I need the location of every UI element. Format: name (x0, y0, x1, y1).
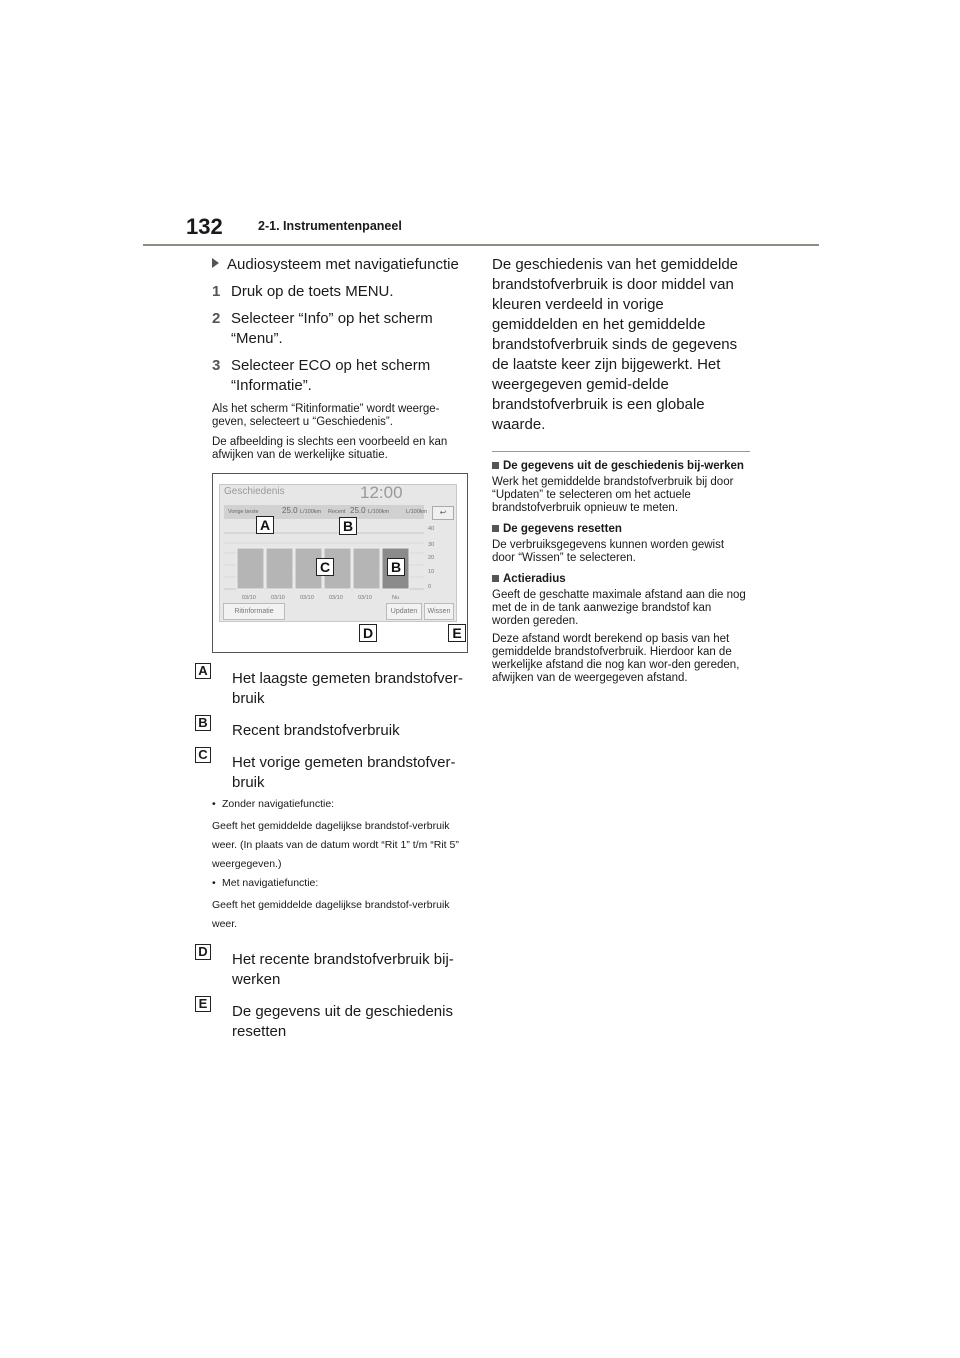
y-tick-40: 40 (428, 526, 435, 532)
history-screen (219, 484, 457, 622)
x-tick-now: Nu (392, 595, 400, 601)
badge-a: A (195, 663, 211, 679)
x-tick-3: 03/10 (300, 595, 314, 601)
square-bullet-icon (492, 575, 499, 582)
recent-label: Recent (328, 509, 346, 515)
legend-item-b: B Recent brandstofverbruik (212, 721, 468, 741)
note-2: De afbeelding is slechts een voorbeeld en kan afwijken van de werkelijke situatie. (212, 436, 448, 461)
x-tick-5: 03/10 (358, 595, 372, 601)
callout-b: B (387, 558, 405, 576)
step-1: 1 Druk op de toets MENU. (212, 283, 394, 300)
legend-item-c: C Het vorige gemeten brandstofver-bruik (212, 753, 468, 793)
chart-bar-5 (353, 548, 380, 589)
screen-title: Geschiedenis (224, 486, 285, 497)
legend-item-e: E De gegevens uit de geschiedenis resetten (212, 1002, 468, 1042)
desc-nav: Geeft het gemiddelde dagelijkse brandstof-verbruik weer. (212, 899, 450, 930)
callout-d: D (359, 624, 377, 642)
section-title: 2-1. Instrumentenpaneel (258, 219, 402, 233)
chart-bar-2 (266, 548, 293, 589)
y-tick-30: 30 (428, 542, 435, 548)
best-label: Vorige beste (228, 509, 259, 515)
axis-unit: L/100km (406, 509, 428, 515)
step-2: 2 Selecteer “Info” op het scherm “Menu”. (212, 310, 433, 347)
screen-clock: 12:00 (360, 483, 403, 502)
bullet-no-nav: • Zonder navigatiefunctie: (212, 795, 468, 814)
section-heading-range: Actieradius (492, 573, 750, 585)
back-button[interactable]: ↩ (432, 506, 454, 520)
callout-e: E (448, 624, 466, 642)
screen-illustration (212, 473, 468, 653)
square-bullet-icon (492, 525, 499, 532)
intro-paragraph: De geschiedenis van het gemiddelde brandstofverbruik is door middel van kleuren verdeeld in vorige gemiddelden en het gemiddelde brandstofverbruik sinds de gegevens de laatste keer zijn bijgewerkt. Het weergegeven gemid-delde brandstofverbruik is een globale waarde. (492, 256, 738, 433)
badge-b: B (195, 715, 211, 731)
header-rule (143, 244, 819, 246)
left-column (198, 255, 468, 1042)
section-divider (492, 451, 750, 452)
square-bullet-icon (492, 462, 499, 469)
callout-a: A (256, 516, 274, 534)
intro-heading: Audiosysteem met navigatiefunctie (212, 255, 468, 275)
history-chart (220, 485, 456, 621)
badge-e: E (195, 996, 211, 1012)
clear-button[interactable]: Wissen (424, 603, 454, 620)
callout-b-top: B (339, 517, 357, 535)
section-extra-range: Deze afstand wordt berekend op basis van het gemiddelde brandstofverbruik. Hierdoor kan de werkelijke afstand die nog kan wor-den gereden, afwijken van de weergegeven afstand. (492, 633, 740, 684)
legend-item-a: A Het laagste gemeten brandstofver-bruik (212, 669, 468, 709)
note-1: Als het scherm “Ritinformatie” wordt weerge-geven, selecteert u “Geschiedenis”. (212, 403, 440, 428)
callout-c: C (316, 558, 334, 576)
chart-bar-1 (237, 548, 264, 589)
trip-info-button[interactable]: Ritinformatie (223, 603, 285, 620)
section-body-update: Werk het gemiddelde brandstofverbruik bij door “Updaten” te selecteren om het actuele brandstofverbruik opnieuw te meten. (492, 476, 734, 514)
best-value: 25.0 (282, 506, 298, 515)
section-heading-update: De gegevens uit de geschiedenis bij-werken (492, 460, 750, 472)
section-heading-reset: De gegevens resetten (492, 523, 750, 535)
page-number: 132 (186, 214, 223, 239)
update-button[interactable]: Updaten (386, 603, 422, 620)
section-body-reset: De verbruiksgegevens kunnen worden gewist door “Wissen” te selecteren. (492, 539, 725, 564)
y-tick-0: 0 (428, 584, 432, 590)
bullet-nav: • Met navigatiefunctie: (212, 874, 468, 893)
recent-value: 25.0 (350, 506, 366, 515)
y-tick-10: 10 (428, 569, 435, 575)
legend-item-d: D Het recente brandstofverbruik bij-werken (212, 950, 468, 990)
x-tick-4: 03/10 (329, 595, 343, 601)
best-unit: L/100km (300, 509, 322, 515)
desc-no-nav: Geeft het gemiddelde dagelijkse brandstof-verbruik weer. (In plaats van de datum wordt “Rit 1” t/m “Rit 5” weergegeven.) (212, 820, 459, 870)
recent-unit: L/100km (368, 509, 390, 515)
x-tick-1: 03/10 (242, 595, 256, 601)
section-body-range: Geeft de geschatte maximale afstand aan die nog met de in de tank aanwezige brandstof kan worden gereden. (492, 589, 746, 627)
right-column (492, 255, 750, 685)
x-tick-2: 03/10 (271, 595, 285, 601)
step-3: 3 Selecteer ECO op het scherm “Informatie”. (212, 357, 431, 394)
badge-d: D (195, 944, 211, 960)
badge-c: C (195, 747, 211, 763)
y-tick-20: 20 (428, 555, 435, 561)
triangle-icon (212, 258, 219, 268)
